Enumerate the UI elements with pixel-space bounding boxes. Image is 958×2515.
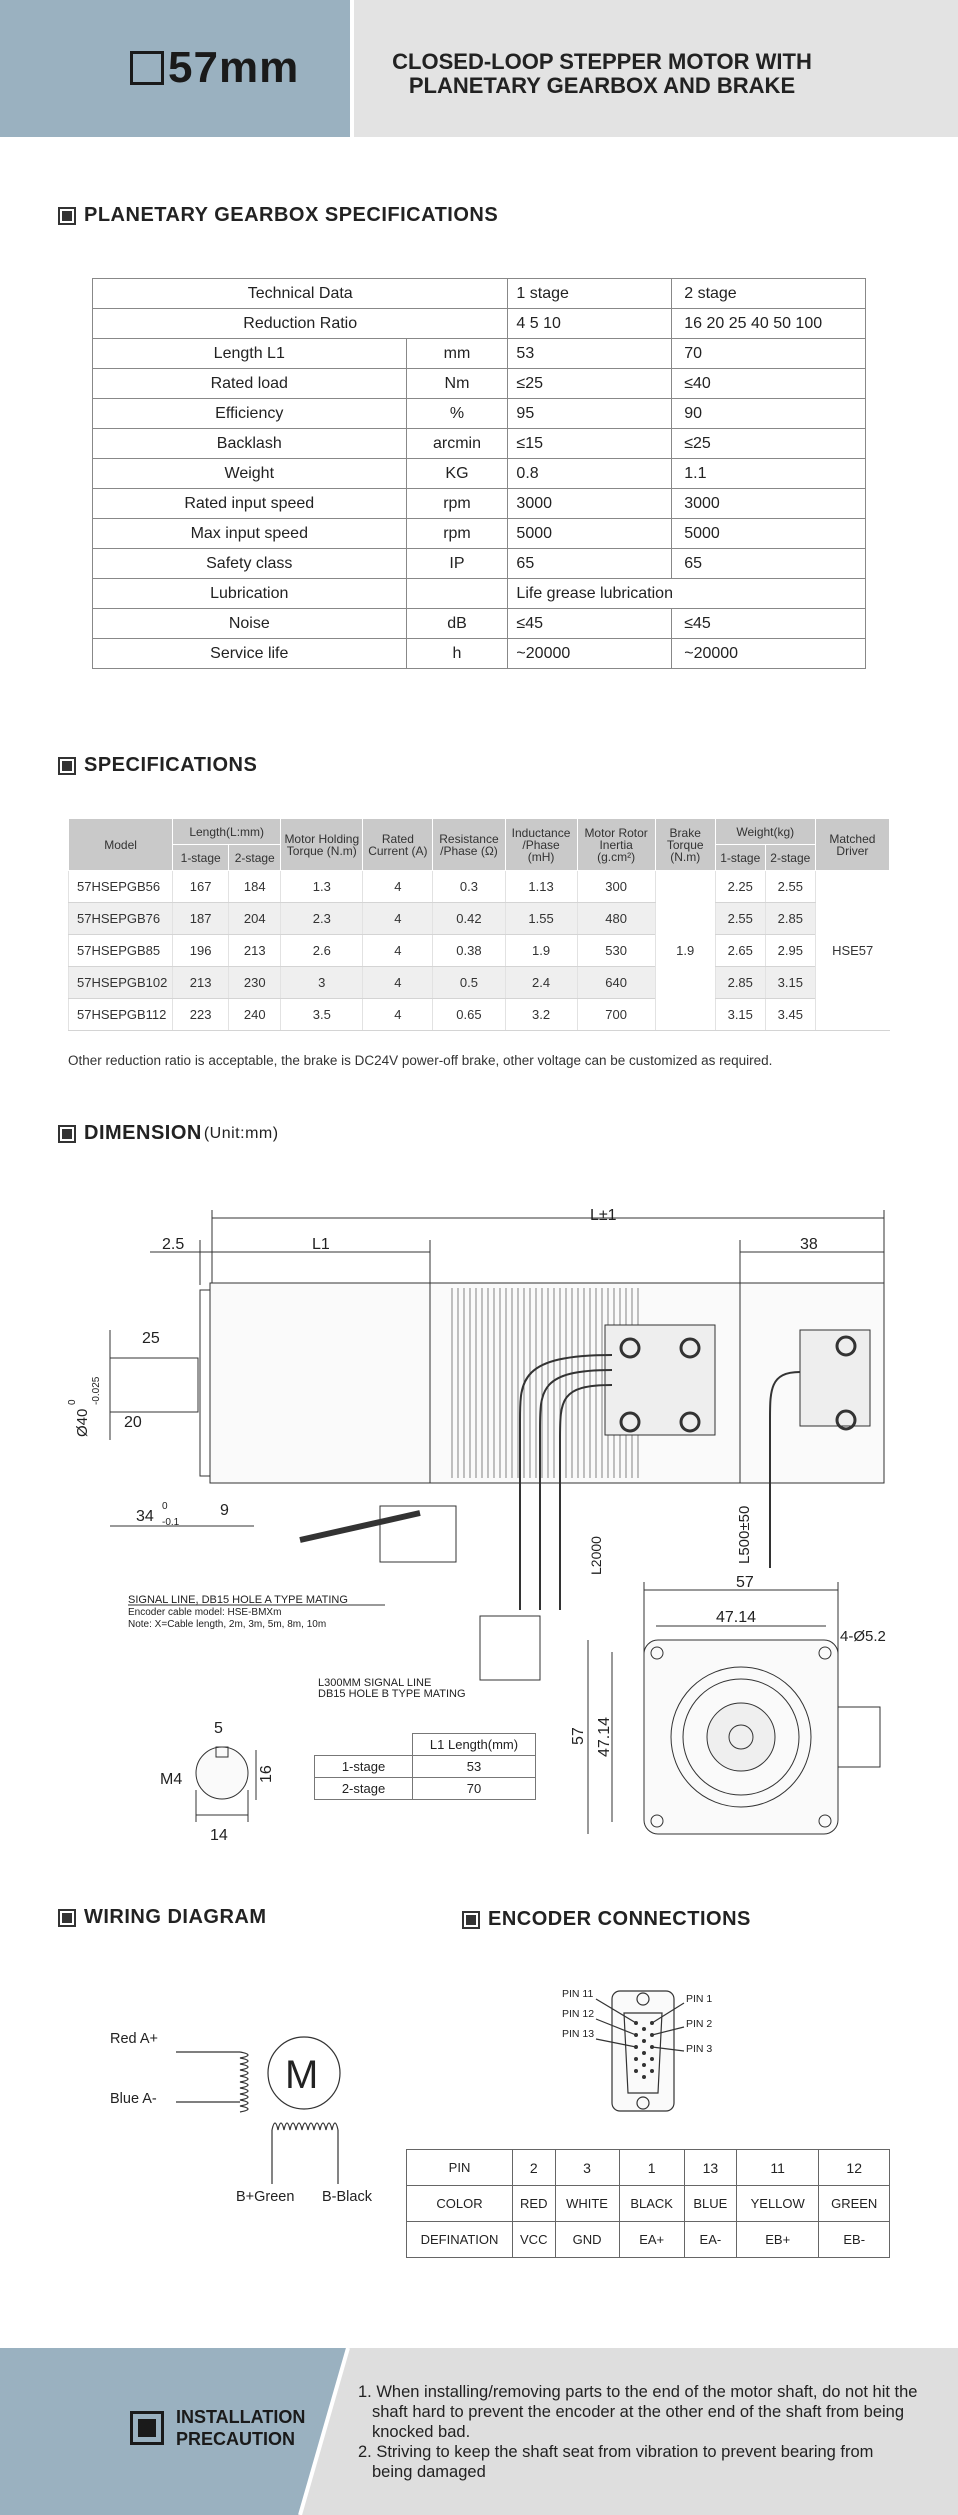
gearbox-param-unit: IP	[406, 549, 508, 579]
gearbox-param-name: Weight	[93, 459, 407, 489]
page-title-line2: PLANETARY GEARBOX AND BRAKE	[408, 73, 796, 98]
wire-black-label: B-Black	[322, 2189, 372, 2205]
length-row-value: 53	[413, 1756, 536, 1778]
gearbox-param-unit: dB	[406, 609, 508, 639]
spec-length-stage1: 213	[173, 967, 229, 999]
spec-weight-stage2: 2.95	[765, 935, 815, 967]
gearbox-row	[93, 309, 866, 339]
gearbox-param-name: Lubrication	[93, 579, 407, 609]
gearbox-row	[93, 429, 866, 459]
enc-pin: 2	[513, 2150, 556, 2186]
gearbox-stage1-value: ≤25	[508, 369, 672, 399]
spec-model: 57HSEPGB76	[69, 903, 173, 935]
gearbox-row	[93, 609, 866, 639]
gearbox-stage2-value: ≤45	[672, 609, 866, 639]
specs-heading-text: SPECIFICATIONS	[84, 754, 258, 776]
gearbox-section-heading	[58, 204, 498, 227]
section-square-icon	[58, 207, 76, 225]
installation-note: 1. When installing/removing parts to the end of the motor shaft, do not hit the shaft hard to prevent the encoder at the other end of the shaft from being knocked bad.	[358, 2383, 918, 2441]
spec-row	[69, 871, 890, 903]
gearbox-stage2-value: ≤40	[672, 369, 866, 399]
gearbox-stage1-value: 4 5 10	[508, 309, 672, 339]
spec-inductance: 2.4	[505, 967, 577, 999]
spec-length-stage2: 184	[229, 871, 281, 903]
gearbox-param-name: Rated input speed	[93, 489, 407, 519]
col-weight-stage1: 1-stage	[715, 845, 765, 871]
dim-d40: Ø40	[74, 1408, 91, 1437]
section-square-icon	[58, 1909, 76, 1927]
gearbox-param-name: Backlash	[93, 429, 407, 459]
spec-weight-stage2: 3.15	[765, 967, 815, 999]
gearbox-row	[93, 519, 866, 549]
col-rated-current: Rated Current (A)	[363, 819, 433, 871]
l1-length-header: L1 Length(mm)	[413, 1734, 536, 1756]
dim-d40-tol-low: -0.025	[91, 1376, 102, 1405]
spec-weight-stage1: 2.25	[715, 871, 765, 903]
spec-length-stage1: 167	[173, 871, 229, 903]
output-shaft	[110, 1358, 198, 1412]
spec-model: 57HSEPGB102	[69, 967, 173, 999]
wire-green-label: B+Green	[236, 2189, 295, 2205]
spec-model: 57HSEPGB56	[69, 871, 173, 903]
spec-rated-current: 4	[363, 999, 433, 1031]
encoder-section-heading	[462, 1908, 751, 1931]
spec-rated-current: 4	[363, 871, 433, 903]
col-driver: Matched Driver	[815, 819, 889, 871]
pin-label: PIN 2	[686, 2018, 713, 2030]
gearbox-stage2-value: 5000	[672, 519, 866, 549]
gearbox-row	[93, 639, 866, 669]
enc-pin: 11	[736, 2150, 818, 2186]
pin-label: PIN 13	[562, 2028, 595, 2040]
spec-model: 57HSEPGB112	[69, 999, 173, 1031]
dim-20: 20	[124, 1414, 142, 1431]
enc-color: WHITE	[555, 2186, 619, 2222]
page-title	[372, 50, 832, 98]
dim-57-side: 57	[570, 1727, 587, 1745]
spec-inductance: 3.2	[505, 999, 577, 1031]
spec-length-stage2: 213	[229, 935, 281, 967]
key-16: 16	[258, 1765, 275, 1783]
gearbox-stage2-value: ~20000	[672, 639, 866, 669]
gearbox-param-name: Technical Data	[93, 279, 508, 309]
dim-38: 38	[800, 1236, 818, 1253]
encoder-heading-text: ENCODER CONNECTIONS	[488, 1908, 751, 1930]
gearbox-param-unit	[406, 579, 508, 609]
gearbox-stage1-value: 0.8	[508, 459, 672, 489]
gearbox-param-name: Max input speed	[93, 519, 407, 549]
key-m4: M4	[160, 1771, 183, 1788]
gearbox-stage2-value: 90	[672, 399, 866, 429]
col-weight: Weight(kg)	[715, 819, 815, 845]
spec-row	[69, 999, 890, 1031]
spec-rated-current: 4	[363, 935, 433, 967]
spec-inductance: 1.9	[505, 935, 577, 967]
gearbox-stage2-value: 1.1	[672, 459, 866, 489]
spec-weight-stage2: 2.55	[765, 871, 815, 903]
spec-weight-stage1: 3.15	[715, 999, 765, 1031]
gearbox-stage2-value: 70	[672, 339, 866, 369]
gearbox-stage1-value: Life grease lubrication	[508, 579, 866, 609]
dimension-unit: (Unit:mm)	[203, 1124, 279, 1142]
dimension-section-heading	[58, 1122, 279, 1145]
gearbox-stage2-value: 65	[672, 549, 866, 579]
col-holding-torque: Motor Holding Torque (N.m)	[281, 819, 363, 871]
dim-25: 25	[142, 1330, 160, 1347]
dim-57-top: 57	[736, 1574, 754, 1591]
enc-row-label: DEFINATION	[407, 2222, 513, 2258]
section-square-icon	[58, 757, 76, 775]
wiring-section-heading	[58, 1906, 267, 1929]
gearbox-param-unit: h	[406, 639, 508, 669]
l300-line-2: DB15 HOLE B TYPE MATING	[318, 1688, 466, 1700]
dim-34-tol-up: 0	[162, 1501, 168, 1512]
gearbox-stage1-value: 3000	[508, 489, 672, 519]
model-badge	[130, 40, 299, 96]
pin-label: PIN 12	[562, 2008, 595, 2020]
wiring-diagram	[0, 1990, 420, 2220]
gearbox-stage1-value: 5000	[508, 519, 672, 549]
motor-spec-table	[68, 818, 890, 1031]
enc-definition: EB+	[736, 2222, 818, 2258]
spec-weight-stage1: 2.85	[715, 967, 765, 999]
gearbox-spec-table	[92, 278, 866, 669]
gearbox-param-unit: mm	[406, 339, 508, 369]
gearbox-param-name: Rated load	[93, 369, 407, 399]
signal-line-model: Encoder cable model: HSE-BMXm	[128, 1607, 282, 1618]
spec-inertia: 300	[577, 871, 655, 903]
installation-footer	[0, 2348, 958, 2515]
gearbox-stage1-value: 65	[508, 549, 672, 579]
enc-row-label: PIN	[407, 2150, 513, 2186]
spec-holding-torque: 3	[281, 967, 363, 999]
col-brake-torque: Brake Torque (N.m)	[655, 819, 715, 871]
model-size: 57mm	[168, 43, 300, 92]
enc-definition: EA-	[684, 2222, 736, 2258]
dim-34: 34	[136, 1508, 154, 1525]
spec-inertia: 700	[577, 999, 655, 1031]
dim-9: 9	[220, 1502, 229, 1519]
enc-row-label: COLOR	[407, 2186, 513, 2222]
enc-definition: EB-	[819, 2222, 890, 2258]
gearbox-row	[93, 549, 866, 579]
gearbox-param-unit: %	[406, 399, 508, 429]
specs-note: Other reduction ratio is acceptable, the brake is DC24V power-off brake, other voltage can be customized as required.	[68, 1053, 773, 1068]
gearbox-param-name: Noise	[93, 609, 407, 639]
dim-47-side: 47.14	[596, 1716, 613, 1757]
spec-brake-torque: 1.9	[655, 871, 715, 1031]
coil-b	[272, 2123, 338, 2130]
enc-definition: VCC	[513, 2222, 556, 2258]
gearbox-row	[93, 459, 866, 489]
footer-square-icon	[130, 2411, 164, 2445]
key-14: 14	[210, 1827, 228, 1844]
gearbox-param-name: Efficiency	[93, 399, 407, 429]
signal-line-title: SIGNAL LINE, DB15 HOLE A TYPE MATING	[128, 1594, 348, 1606]
gearbox-stage1-value: ≤15	[508, 429, 672, 459]
enc-color: GREEN	[819, 2186, 890, 2222]
enc-color: RED	[513, 2186, 556, 2222]
spec-holding-torque: 3.5	[281, 999, 363, 1031]
dim-l2000: L2000	[588, 1536, 604, 1575]
col-model: Model	[69, 819, 173, 871]
spec-length-stage1: 196	[173, 935, 229, 967]
spec-holding-torque: 2.3	[281, 903, 363, 935]
spec-holding-torque: 2.6	[281, 935, 363, 967]
spec-rated-current: 4	[363, 967, 433, 999]
db15-b-connector	[480, 1616, 540, 1680]
spec-inertia: 530	[577, 935, 655, 967]
l300-line-1: L300MM SIGNAL LINE	[318, 1677, 432, 1689]
gearbox-row	[93, 339, 866, 369]
header-divider	[350, 0, 354, 137]
spec-matched-driver: HSE57	[815, 871, 889, 1031]
spec-weight-stage2: 3.45	[765, 999, 815, 1031]
enc-pin: 3	[555, 2150, 619, 2186]
gearbox-heading-text: PLANETARY GEARBOX SPECIFICATIONS	[84, 204, 499, 226]
specs-section-heading	[58, 754, 257, 777]
gearbox-param-name: Reduction Ratio	[93, 309, 508, 339]
encoder-connector-block	[800, 1330, 870, 1426]
dim-l1: L1	[312, 1236, 330, 1253]
shaft-key-detail	[196, 1747, 248, 1799]
spec-row	[69, 967, 890, 999]
dim-holes: 4-Ø5.2	[840, 1628, 886, 1645]
col-length-stage2: 2-stage	[229, 845, 281, 871]
wire-blue-label: Blue A-	[110, 2091, 157, 2107]
wiring-heading-text: WIRING DIAGRAM	[84, 1906, 267, 1928]
gearbox-param-name: Safety class	[93, 549, 407, 579]
spec-inductance: 1.55	[505, 903, 577, 935]
spec-inertia: 480	[577, 903, 655, 935]
wire-red-label: Red A+	[110, 2031, 158, 2047]
gearbox-stage1-value: 1 stage	[508, 279, 672, 309]
pin-label: PIN 3	[686, 2043, 713, 2055]
dim-2-5: 2.5	[162, 1236, 185, 1253]
spec-rated-current: 4	[363, 903, 433, 935]
section-square-icon	[58, 1125, 76, 1143]
gearbox-row	[93, 579, 866, 609]
spec-model: 57HSEPGB85	[69, 935, 173, 967]
page-title-line1: CLOSED-LOOP STEPPER MOTOR WITH	[392, 49, 812, 74]
enc-color: BLUE	[684, 2186, 736, 2222]
col-resistance: Resistance /Phase (Ω)	[433, 819, 505, 871]
spec-row	[69, 935, 890, 967]
spec-holding-torque: 1.3	[281, 871, 363, 903]
enc-pin: 1	[619, 2150, 684, 2186]
spec-length-stage2: 240	[229, 999, 281, 1031]
pin-label: PIN 1	[686, 1993, 713, 2005]
installation-title-line2: PRECAUTION	[176, 2429, 296, 2449]
length-row-label: 2-stage	[315, 1778, 413, 1800]
pin-label: PIN 11	[562, 1988, 594, 2000]
length-row-label: 1-stage	[315, 1756, 413, 1778]
dim-34-tol-low: -0.1	[162, 1517, 180, 1528]
gearbox-row	[93, 279, 866, 309]
enc-row-definition	[407, 2222, 890, 2258]
gearbox-param-unit: Nm	[406, 369, 508, 399]
spec-length-stage1: 187	[173, 903, 229, 935]
gearbox-param-name: Length L1	[93, 339, 407, 369]
gearbox-stage2-value: 3000	[672, 489, 866, 519]
enc-definition: GND	[555, 2222, 619, 2258]
gearbox-param-unit: KG	[406, 459, 508, 489]
enc-row-color	[407, 2186, 890, 2222]
spec-length-stage1: 223	[173, 999, 229, 1031]
installation-title-line1: INSTALLATION	[176, 2407, 306, 2427]
coil-a	[240, 2052, 248, 2112]
enc-pin: 12	[819, 2150, 890, 2186]
key-5: 5	[214, 1720, 223, 1737]
dim-total-length: L±1	[590, 1207, 617, 1224]
enc-color: YELLOW	[736, 2186, 818, 2222]
dimension-heading-text: DIMENSION	[84, 1122, 202, 1144]
dim-47-top: 47.14	[716, 1609, 757, 1626]
square-frame-icon	[130, 51, 164, 85]
gearbox-body	[210, 1283, 430, 1483]
encoder-pin-table	[406, 2149, 890, 2258]
col-inductance: Inductance /Phase (mH)	[505, 819, 577, 871]
spec-resistance: 0.42	[433, 903, 505, 935]
spec-weight-stage1: 2.55	[715, 903, 765, 935]
enc-color: BLACK	[619, 2186, 684, 2222]
gearbox-param-name: Service life	[93, 639, 407, 669]
gearbox-row	[93, 489, 866, 519]
col-inertia: Motor Rotor Inertia (g.cm²)	[577, 819, 655, 871]
gearbox-param-unit: rpm	[406, 519, 508, 549]
spec-resistance: 0.38	[433, 935, 505, 967]
section-square-icon	[462, 1911, 480, 1929]
dim-d40-tol-up: 0	[67, 1399, 78, 1405]
spec-resistance: 0.5	[433, 967, 505, 999]
gearbox-stage2-value: ≤25	[672, 429, 866, 459]
col-length-stage1: 1-stage	[173, 845, 229, 871]
col-weight-stage2: 2-stage	[765, 845, 815, 871]
gearbox-param-unit: arcmin	[406, 429, 508, 459]
spec-weight-stage1: 2.65	[715, 935, 765, 967]
installation-note: 2. Striving to keep the shaft seat from vibration to prevent bearing from being damaged	[358, 2443, 874, 2481]
gearbox-stage1-value: 95	[508, 399, 672, 429]
gearbox-param-unit: rpm	[406, 489, 508, 519]
enc-row-pin	[407, 2150, 890, 2186]
gearbox-row	[93, 369, 866, 399]
gearbox-stage1-value: ~20000	[508, 639, 672, 669]
spec-inductance: 1.13	[505, 871, 577, 903]
installation-notes	[358, 2382, 918, 2482]
header-banner	[0, 0, 958, 137]
spec-length-stage2: 230	[229, 967, 281, 999]
gearbox-stage1-value: ≤45	[508, 609, 672, 639]
dim-l500: L500±50	[736, 1505, 753, 1564]
length-row-value: 70	[413, 1778, 536, 1800]
gearbox-row	[93, 399, 866, 429]
signal-line-note: Note: X=Cable length, 2m, 3m, 5m, 8m, 10m	[128, 1619, 327, 1630]
installation-title	[130, 2406, 305, 2450]
db15-connector-diagram	[540, 1975, 760, 2145]
spec-row	[69, 903, 890, 935]
l1-length-table	[314, 1733, 536, 1800]
gearbox-stage1-value: 53	[508, 339, 672, 369]
motor-letter: M	[285, 2053, 319, 2097]
spec-weight-stage2: 2.85	[765, 903, 815, 935]
col-length: Length(L:mm)	[173, 819, 281, 845]
spec-inertia: 640	[577, 967, 655, 999]
gearbox-stage2-value: 2 stage	[672, 279, 866, 309]
spec-resistance: 0.3	[433, 871, 505, 903]
enc-pin: 13	[684, 2150, 736, 2186]
spec-length-stage2: 204	[229, 903, 281, 935]
enc-definition: EA+	[619, 2222, 684, 2258]
spec-resistance: 0.65	[433, 999, 505, 1031]
gearbox-stage2-value: 16 20 25 40 50 100	[672, 309, 866, 339]
